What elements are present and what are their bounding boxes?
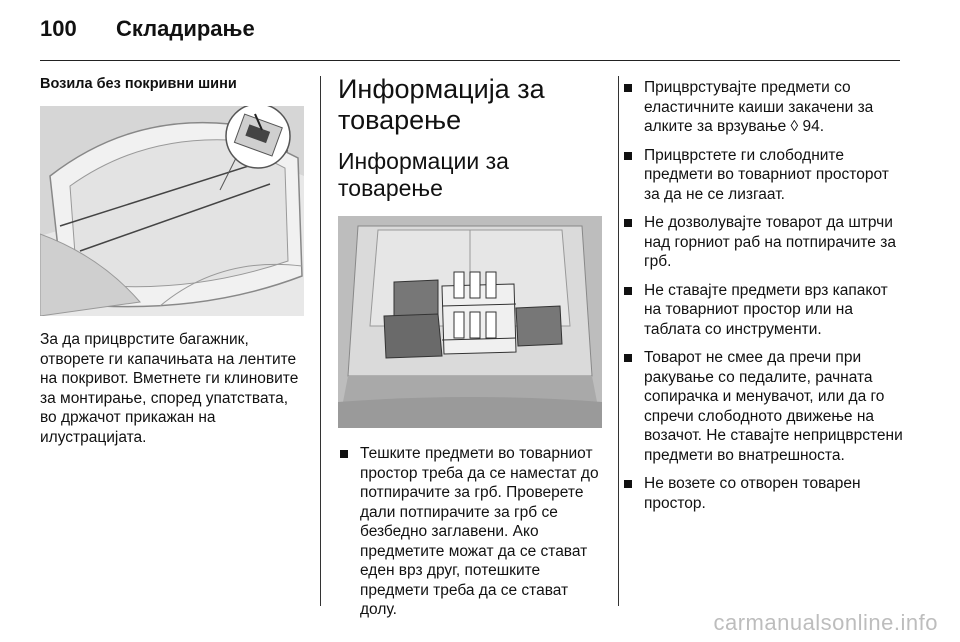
roof-luggage-straps-illustration [40,106,304,316]
page-number: 100 [40,16,77,41]
bullet-square-icon [624,287,632,295]
column-3 [622,78,904,522]
bullet-square-icon [624,219,632,227]
bullet-square-icon [624,152,632,160]
list-item: Не ставајте предмети врз капакот на товарниот простор или на таблата со инструменти. [622,281,904,340]
list-item: Прицврстувајте предмети со еластичните каиши закачени за алките за врзување ◊ 94. [622,78,904,137]
bullet-square-icon [624,84,632,92]
list-item: Не возете со отворен товарен простор. [622,474,904,513]
site-watermark: carmanualsonline.info [713,610,938,635]
list-item: Прицврстете ги слободните предмети во товарниот просторот за да не се лизгаат. [622,146,904,205]
loading-bullets-list-2 [622,78,904,513]
bullet-square-icon [624,480,632,488]
list-item: Товарот не смее да пречи при ракување со педалите, рачната сопирачка и менувачот, или да го спречи слободното движење на возачот. Не ставајте неприцврстени предмети во внатрешноста. [622,348,904,465]
loading-bullets-list-1 [338,444,604,620]
bullet-square-icon [624,354,632,362]
header-rule [40,60,900,61]
section-heading-sub: Информации за товарење [338,148,509,201]
list-item: Не дозволувајте товарот да штрчи над горниот раб на потпирачите за грб. [622,213,904,272]
section-subheading: Возила без покривни шини [40,76,237,92]
chapter-title: Складирање [116,16,255,41]
list-item: Тешките предмети во товарниот простор треба да се наместат до потпирачите за грб. Проверете дали потпирачите за грб се безбедно заглавени. Ако предметите можат да се стават еден врз друг, потешките предмети треба да се стават долу. [338,444,604,620]
bullet-square-icon [340,450,348,458]
cargo-boxes-illustration [338,216,602,428]
section-heading-main: Информација за товарење [338,74,545,135]
column-divider-left [320,76,321,606]
column-2 [338,74,604,629]
column-divider-right [618,76,619,606]
mounting-instructions-paragraph: За да прицврстите багажник, отворете ги капачињата на лентите на покривот. Вметнете ги клиновите за монтирање, според упатствата, во држачот прикажан на илустрацијата. [40,331,299,446]
column-1 [40,74,306,447]
